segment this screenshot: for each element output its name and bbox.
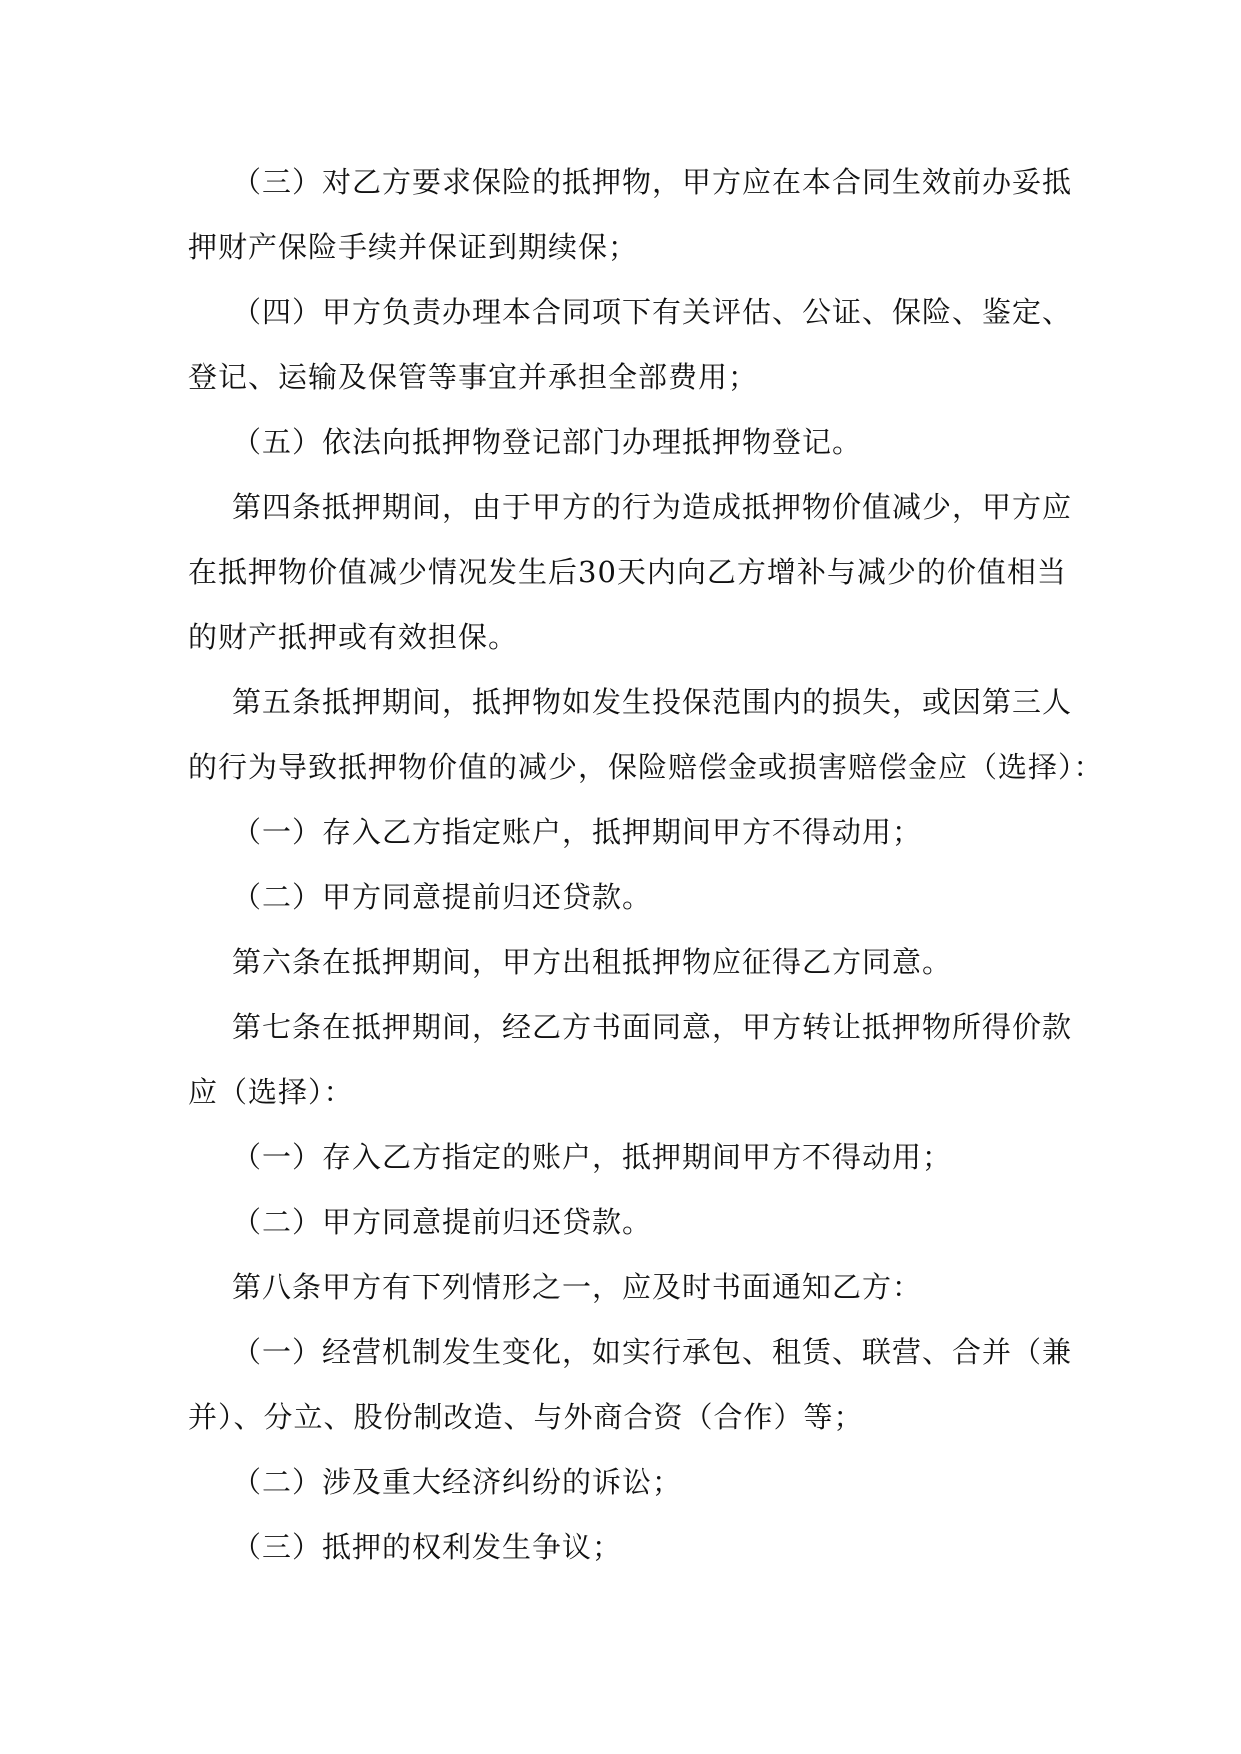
paragraph-line: （一）存入乙方指定账户，抵押期间甲方不得动用； (232, 815, 923, 849)
paragraph-line: 登记、运输及保管等事宜并承担全部费用； (188, 360, 759, 394)
paragraph-line: （三）对乙方要求保险的抵押物，甲方应在本合同生效前办妥抵 (232, 165, 1073, 199)
paragraph-line: 的行为导致抵押物价值的减少，保险赔偿金或损害赔偿金应（选择）： (188, 750, 1104, 784)
paragraph-line: 第八条甲方有下列情形之一，应及时书面通知乙方： (232, 1270, 923, 1304)
paragraph-line: 第四条抵押期间，由于甲方的行为造成抵押物价值减少，甲方应 (232, 490, 1073, 524)
paragraph-line: 的财产抵押或有效担保。 (188, 620, 519, 654)
paragraph-line: （五）依法向抵押物登记部门办理抵押物登记。 (232, 425, 863, 459)
paragraph-line: 第七条在抵押期间，经乙方书面同意，甲方转让抵押物所得价款 (232, 1010, 1073, 1044)
paragraph-line: （二）甲方同意提前归还贷款。 (232, 1205, 653, 1239)
paragraph-line: （四）甲方负责办理本合同项下有关评估、公证、保险、鉴定、 (232, 295, 1073, 329)
paragraph-line: （一）存入乙方指定的账户，抵押期间甲方不得动用； (232, 1140, 953, 1174)
paragraph-line: 并）、分立、股份制改造、与外商合资（合作）等； (188, 1400, 864, 1434)
paragraph-line: （二）甲方同意提前归还贷款。 (232, 880, 653, 914)
paragraph-line: 第六条在抵押期间，甲方出租抵押物应征得乙方同意。 (232, 945, 953, 979)
paragraph-line: 押财产保险手续并保证到期续保； (188, 230, 639, 264)
paragraph-line: 第五条抵押期间，抵押物如发生投保范围内的损失，或因第三人 (232, 685, 1073, 719)
paragraph-line: （三）抵押的权利发生争议； (232, 1530, 623, 1564)
document-body (188, 160, 1104, 1590)
paragraph-line: 应（选择）： (188, 1075, 354, 1109)
paragraph-line: （一）经营机制发生变化，如实行承包、租赁、联营、合并（兼 (232, 1335, 1073, 1369)
paragraph-line: （二）涉及重大经济纠纷的诉讼； (232, 1465, 683, 1499)
paragraph-line: 在抵押物价值减少情况发生后30天内向乙方增补与减少的价值相当 (188, 555, 1067, 589)
